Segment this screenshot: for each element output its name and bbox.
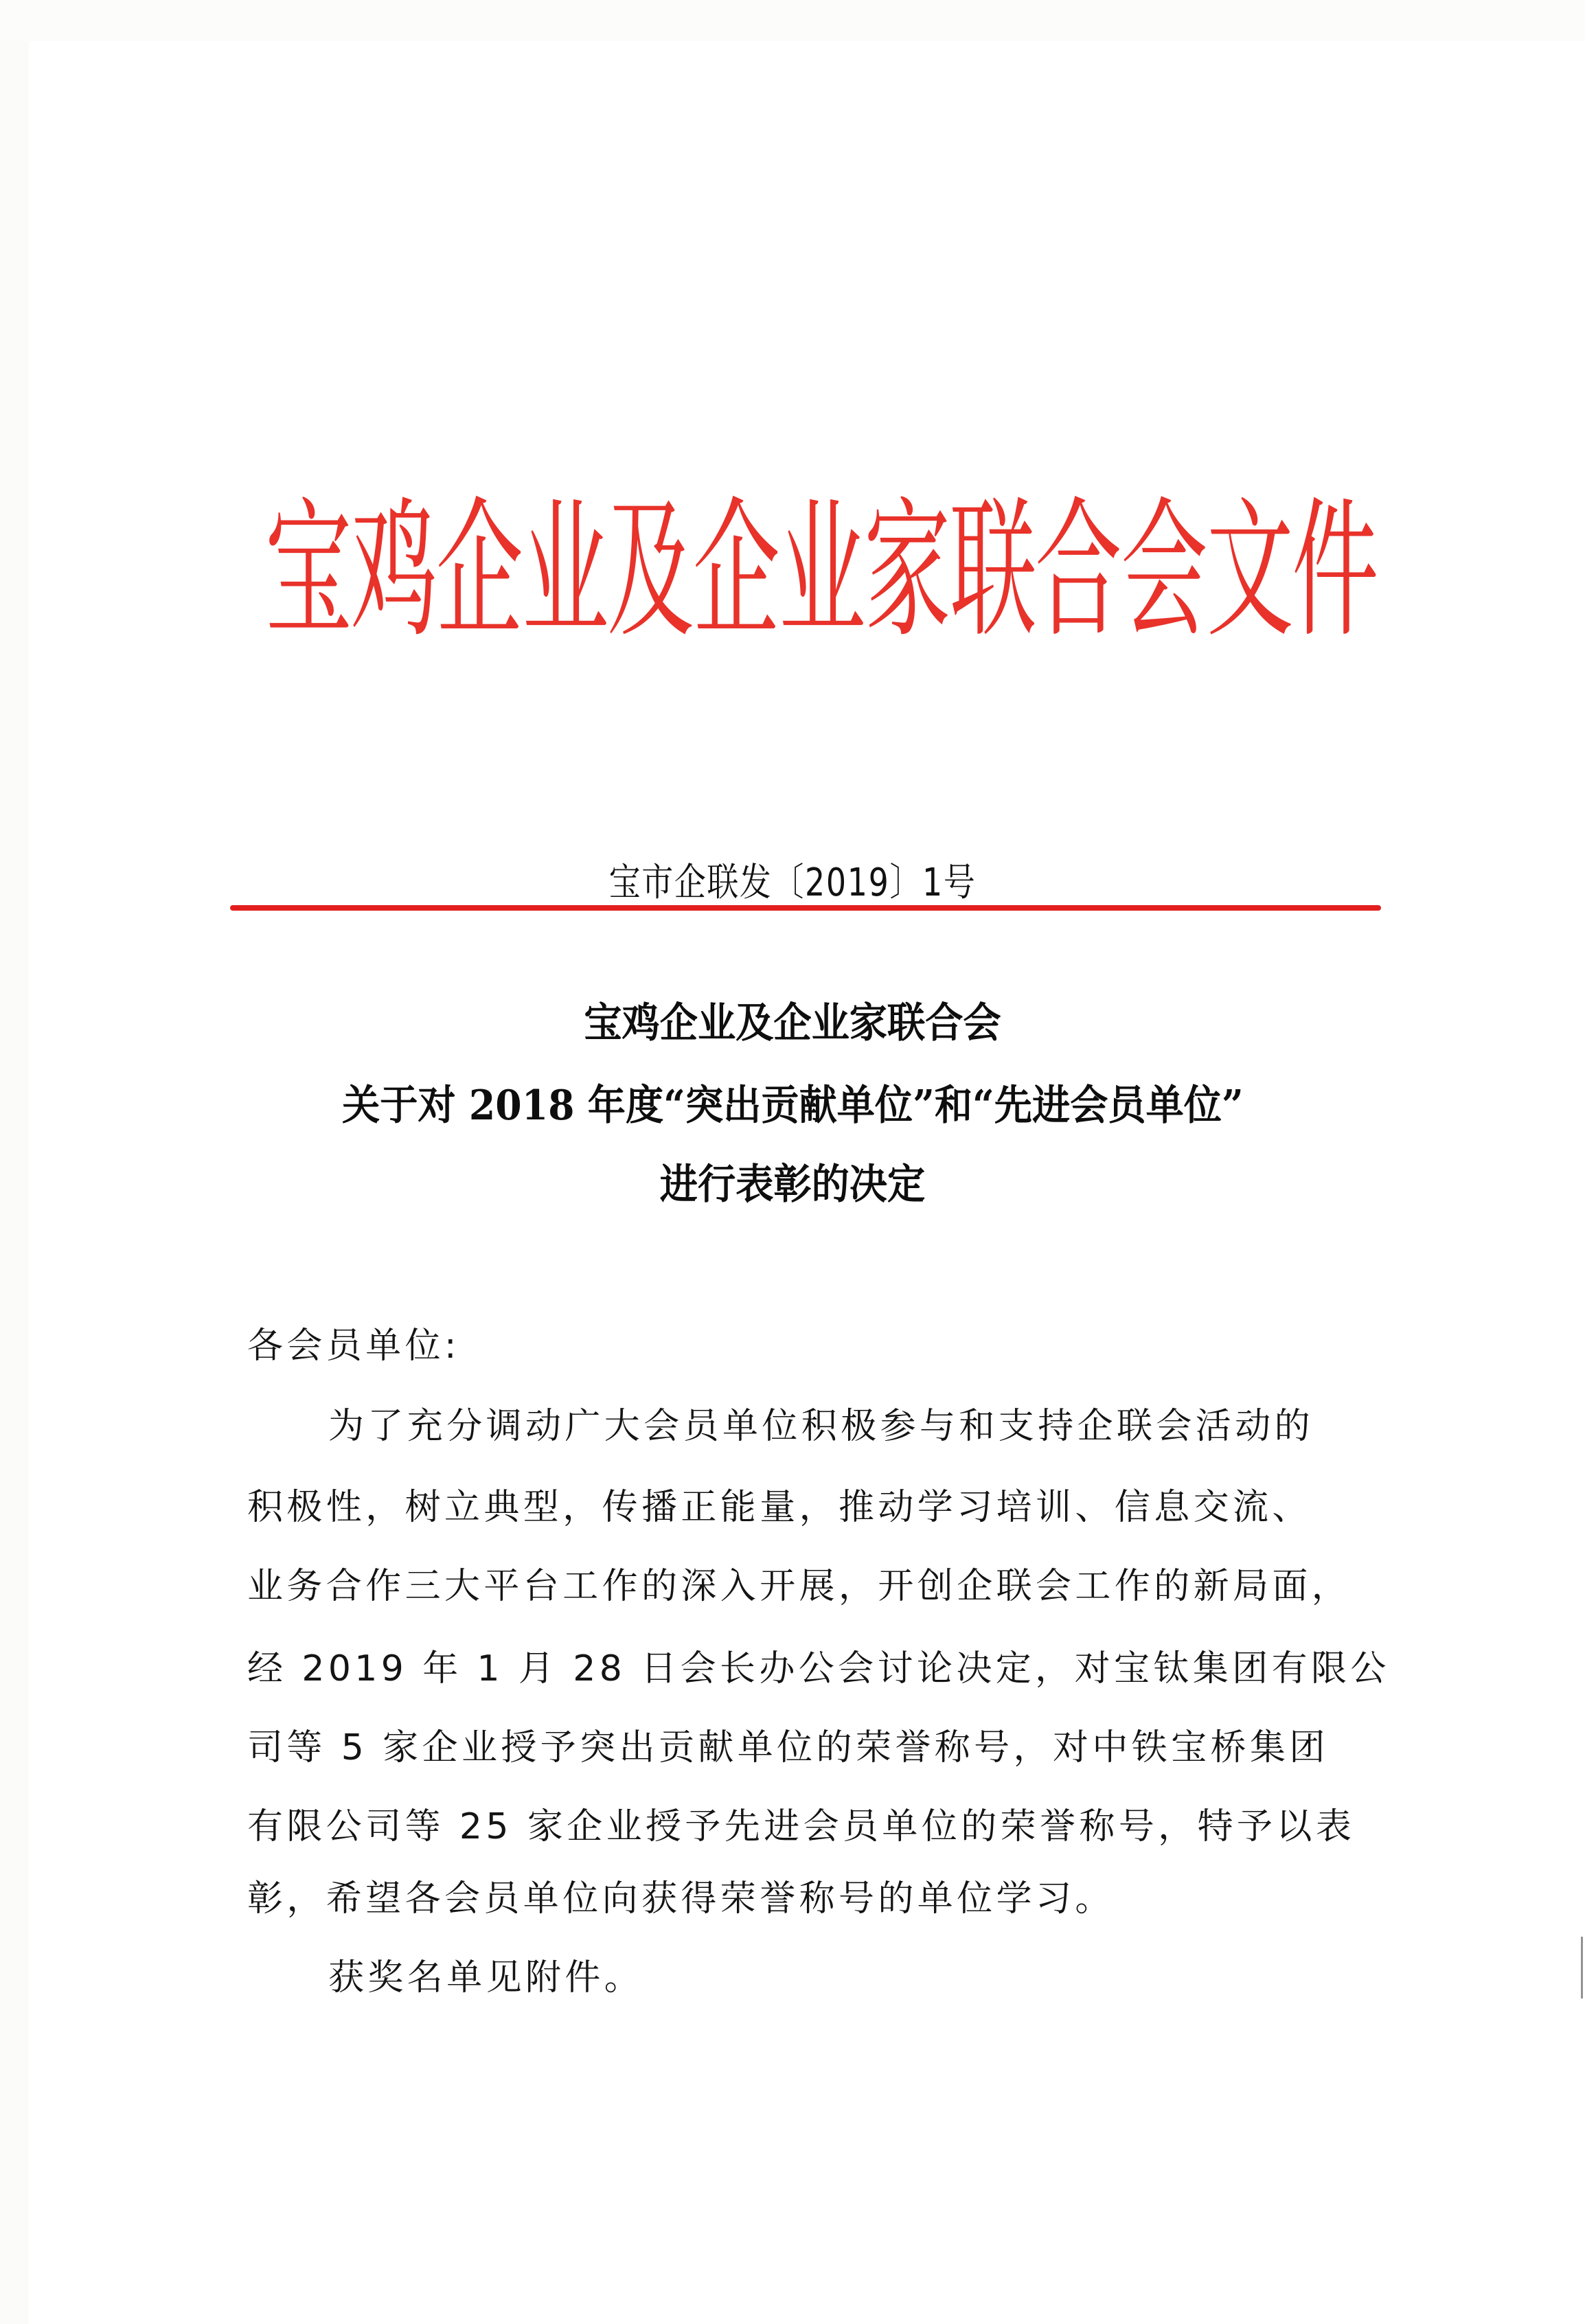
letterhead-char: 企 <box>693 484 780 658</box>
title-text: 关于对 2018 年度“突出贡献单位”和“先进会员单位” <box>341 1082 1244 1130</box>
letterhead-char: 及 <box>607 484 695 658</box>
body-line: 彰，希望各会员单位向获得荣誉称号的单位学习。 <box>247 1878 1115 1919</box>
letterhead-char: 业 <box>521 484 609 658</box>
title-text: 宝鸡企业及企业家联合会 <box>584 999 1001 1047</box>
title-line-2 <box>0 1081 1585 1130</box>
body-line: 为了充分调动广大会员单位积极参与和支持企联会活动的 <box>328 1406 1314 1447</box>
title-line-3 <box>0 1160 1585 1209</box>
red-divider-rule <box>230 905 1381 911</box>
title-text: 进行表彰的决定 <box>659 1161 926 1209</box>
body-line: 经 2019 年 1 月 28 日会长办公会讨论决定，对宝钛集团有限公 <box>247 1648 1390 1689</box>
salutation: 各会员单位: <box>247 1325 460 1367</box>
scan-shadow-top <box>0 0 1585 41</box>
body-line: 业务合作三大平台工作的深入开展，开创企联会工作的新局面， <box>247 1566 1352 1607</box>
letterhead-char: 文 <box>1206 484 1294 658</box>
body-line: 有限公司等 25 家企业授予先进会员单位的荣誉称号，特予以表 <box>247 1806 1356 1847</box>
body-line: 积极性，树立典型，传播正能量，推动学习培训、信息交流、 <box>247 1487 1312 1528</box>
letterhead-char: 企 <box>436 484 523 658</box>
letterhead-char: 会 <box>1121 484 1208 658</box>
body-line: 司等 5 家企业授予突出贡献单位的荣誉称号，对中铁宝桥集团 <box>247 1727 1329 1768</box>
letterhead-char: 家 <box>864 484 951 658</box>
letterhead-char: 鸡 <box>350 484 438 658</box>
letterhead-char: 业 <box>778 484 866 658</box>
attachment-note: 获奖名单见附件。 <box>328 1957 644 1998</box>
document-number <box>0 862 1585 904</box>
document-number-text: 宝市企联发〔2019〕1号 <box>608 861 977 905</box>
title-line-1 <box>0 999 1585 1048</box>
letterhead-org-name <box>247 484 1379 658</box>
letterhead-char: 宝 <box>265 484 352 658</box>
letterhead-char: 联 <box>950 484 1037 658</box>
letterhead-char: 件 <box>1292 484 1379 658</box>
scan-edge-right <box>1581 1937 1583 1998</box>
letterhead-char: 合 <box>1035 484 1123 658</box>
